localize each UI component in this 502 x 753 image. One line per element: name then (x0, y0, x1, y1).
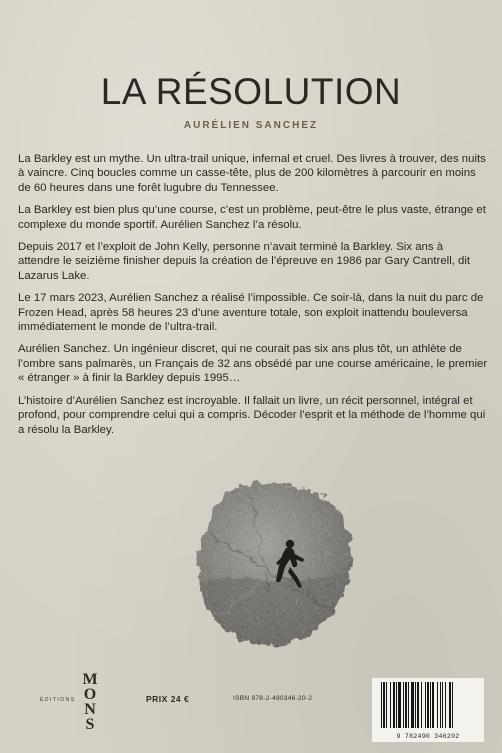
runner-photo (190, 475, 355, 650)
isbn: ISBN 978-2-490346-20-2 (233, 695, 313, 702)
blurb-paragraph: L’histoire d’Aurélien Sanchez est incroyable. Il fallait un livre, un récit personnel, intégral et profond, pour comprendre celui qui a compris. Décoder l’esprit et la méthode de l’homme qui a résolu la Barkley. (18, 394, 486, 436)
book-title: LA RÉSOLUTION (100, 71, 402, 112)
blurb-paragraph: Le 17 mars 2023, Aurélien Sanchez a réalisé l’impossible. Ce soir-là, dans la nuit du parc de Frozen Head, après 58 heures 23 d’une aventure totale, son exploit inattendu bouleversa immédiatement le monde de l’ultra-trail. (18, 292, 484, 334)
blurb-paragraph: La Barkley est un mythe. Un ultra-trail unique, infernal et cruel. Des livres à trouver, des nuits à vaincre. Cinq boucles comme un casse-tête, plus de 200 kilomètres à parcourir en moins de 60 heures dans une forêt lugubre du Tennessee. (18, 153, 486, 194)
blurb-paragraph: Aurélien Sanchez. Un ingénieur discret, qui ne courait pas six ans plus tôt, un athlète de l’ombre sans palmarès, un Français de 32 ans obsédé par une course américaine, le premier « étranger » à finir la Barkley depuis 1995… (18, 343, 488, 385)
blurb (18, 152, 488, 445)
blurb-paragraph: La Barkley est bien plus qu’une course, c’est un problème, peut-être le plus vaste, étrange et complexe du monde sportif. Aurélien Sanchez l’a résolu. (18, 204, 486, 231)
book-author: AURÉLIEN SANCHEZ (183, 120, 319, 131)
barcode-bars (380, 682, 476, 728)
publisher-logo-letter: O (83, 686, 97, 703)
blurb-paragraph: Depuis 2017 et l’exploit de John Kelly, personne n’avait terminé la Barkley. Six ans à attendre le seizième finisher depuis la création de l’épreuve en 1986 par Gary Cantrell, dit Lazarus Lake. (18, 241, 471, 282)
publisher-label: ÉDITIONS (40, 697, 76, 703)
barcode (372, 678, 484, 742)
price: PRIX 24 € (146, 694, 190, 704)
publisher-logo (82, 672, 98, 732)
publisher-logo-letter: S (85, 716, 95, 733)
publisher-logo-letter: M (82, 671, 98, 688)
publisher-logo-letter: N (84, 701, 96, 718)
cover-footer (0, 670, 502, 750)
barcode-digits: 9 782490 346202 (396, 733, 460, 740)
